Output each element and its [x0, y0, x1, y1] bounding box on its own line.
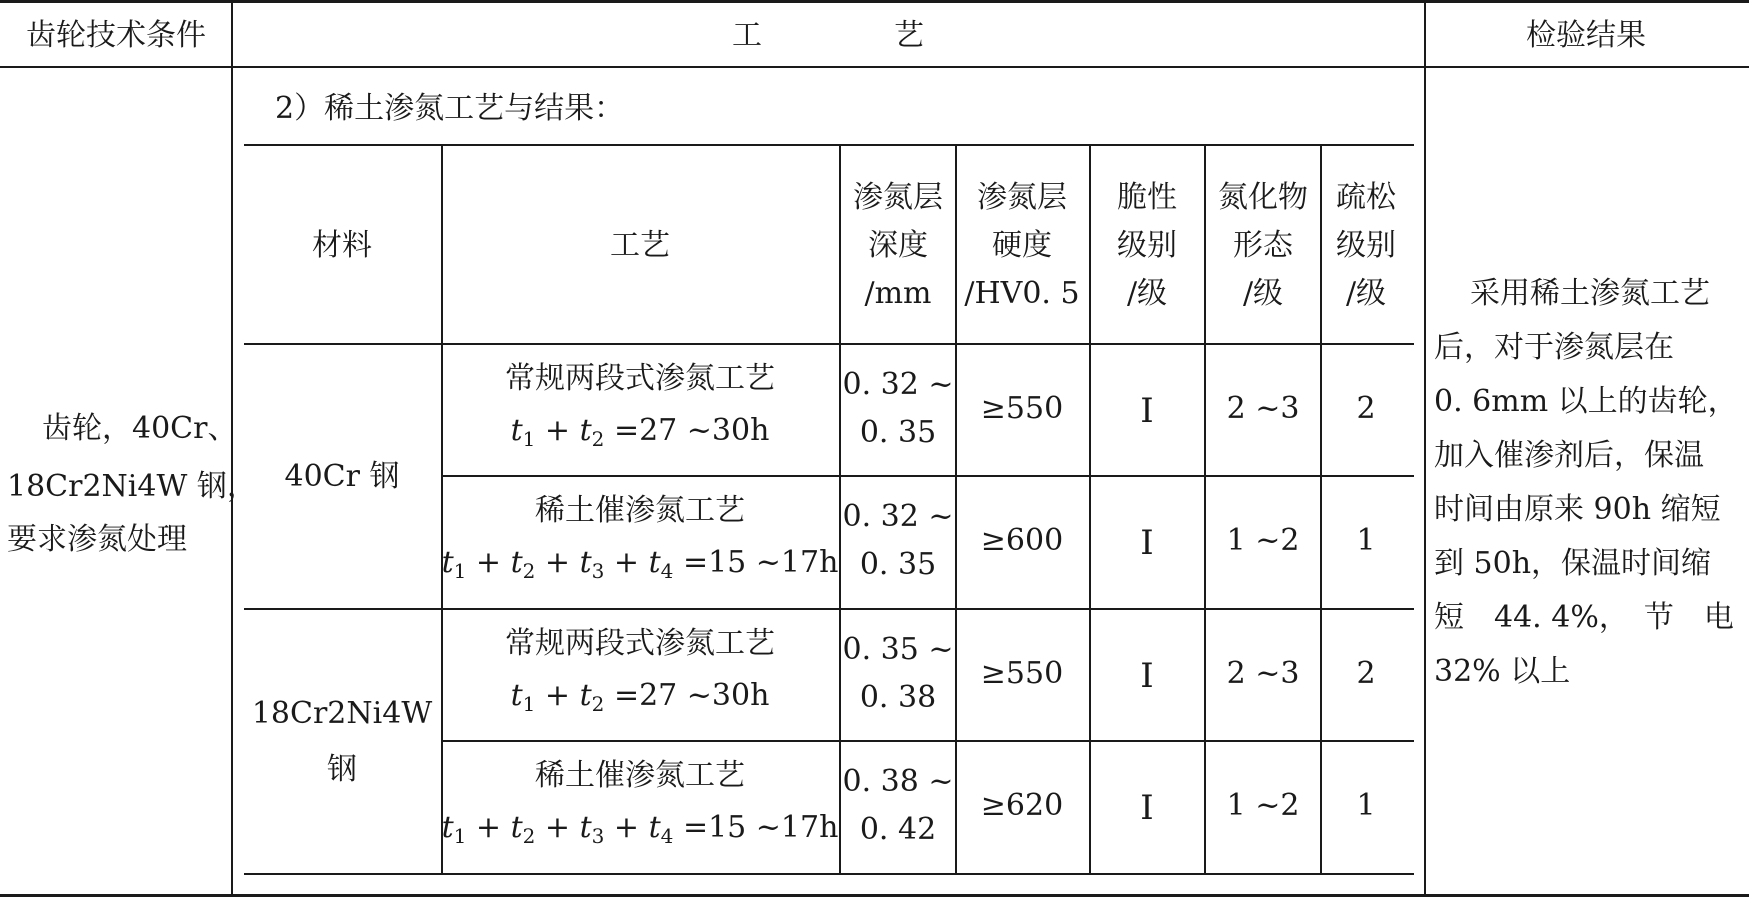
row1-process: 常规两段式渗氮工艺 $t_1 + t_2 =27$ ~30h [505, 353, 775, 465]
inner-vline-3 [955, 144, 957, 875]
result-line-3: 0. 6mm 以上的齿轮， [1434, 384, 1738, 419]
row1-formula: $t_1 + t_2 =27$ ~30h [510, 413, 770, 451]
inner-row1-line [442, 475, 1414, 477]
row4-nitride: 1 ~2 [1226, 788, 1300, 823]
inner-header-depth: 渗氮层 深度 /mm [853, 180, 943, 311]
inner-vline-2 [839, 144, 841, 875]
row4-hardness: ≥620 [980, 788, 1064, 823]
row4-brittleness: I [1140, 788, 1154, 828]
section-title: 2）稀土渗氮工艺与结果： [275, 91, 625, 126]
top-border [0, 0, 1749, 3]
col-divider-1 [231, 0, 233, 897]
row3-depth: 0. 35 ~ 0. 38 [842, 632, 954, 715]
row1-hardness: ≥550 [980, 391, 1064, 426]
inner-header-material: 材料 [312, 228, 372, 263]
row3-process: 常规两段式渗氮工艺 $t_1 + t_2 =27$ ~30h [505, 618, 775, 730]
material-40cr: 40Cr 钢 [284, 459, 400, 494]
inner-row3-line [442, 740, 1414, 742]
col-divider-2 [1424, 0, 1426, 897]
row1-porosity: 2 [1356, 391, 1376, 426]
row3-porosity: 2 [1356, 656, 1376, 691]
row4-formula: $t_1 + t_2 + t_3 + t_4 =15$ ~17h [441, 810, 839, 848]
inner-header-brittleness: 脆性 级别 /级 [1117, 180, 1177, 311]
row2-formula: $t_1 + t_2 + t_3 + t_4 =15$ ~17h [441, 545, 839, 583]
row4-porosity: 1 [1356, 788, 1376, 823]
inner-header-line [244, 343, 1414, 345]
result-line-1: 采用稀土渗氮工艺 [1470, 276, 1710, 311]
row4-process: 稀土催渗氮工艺 $t_1 + t_2 + t_3 + t_4 =15$ ~17h [442, 750, 839, 862]
result-line-7: 短 44. 4%， 节 电 [1434, 600, 1734, 635]
header-process-a: 工 [732, 18, 762, 53]
inner-bottom-line [244, 873, 1414, 875]
inner-top-line [244, 144, 1414, 146]
material-18cr2ni4w: 18Cr2Ni4W 钢 [251, 696, 433, 787]
header-divider [0, 66, 1749, 68]
row2-nitride: 1 ~2 [1226, 523, 1300, 558]
row3-formula: $t_1 + t_2 =27$ ~30h [510, 678, 770, 716]
row2-porosity: 1 [1356, 523, 1376, 558]
row2-process: 稀土催渗氮工艺 $t_1 + t_2 + t_3 + t_4 =15$ ~17h [442, 485, 839, 597]
result-line-6: 到 50h，保温时间缩 [1434, 546, 1712, 581]
row2-depth: 0. 32 ~ 0. 35 [842, 499, 954, 582]
inner-header-nitride: 氮化物 形态 /级 [1218, 180, 1308, 311]
row3-nitride: 2 ~3 [1226, 656, 1300, 691]
header-gear-spec: 齿轮技术条件 [26, 18, 206, 53]
result-line-5: 时间由原来 90h 缩短 [1434, 492, 1721, 527]
header-result: 检验结果 [1526, 18, 1646, 53]
inner-vline-4 [1089, 144, 1091, 875]
inner-header-hardness: 渗氮层 硬度 /HV0. 5 [964, 180, 1080, 311]
gear-spec-line2: 18Cr2Ni4W 钢， [7, 469, 257, 504]
result-line-4: 加入催渗剂后，保温 [1434, 438, 1704, 473]
row2-hardness: ≥600 [980, 523, 1064, 558]
result-line-2: 后，对于渗氮层在 [1434, 330, 1674, 365]
row3-brittleness: I [1140, 656, 1154, 696]
gear-spec-line1: 齿轮，40Cr、 [42, 411, 238, 446]
gear-spec-line3: 要求渗氮处理 [7, 522, 187, 557]
inner-vline-5 [1204, 144, 1206, 875]
header-process-b: 艺 [894, 18, 924, 53]
inner-header-porosity: 疏松 级别 /级 [1336, 180, 1396, 311]
result-line-8: 32% 以上 [1434, 654, 1571, 689]
row3-hardness: ≥550 [980, 656, 1064, 691]
row1-nitride: 2 ~3 [1226, 391, 1300, 426]
row1-depth: 0. 32 ~ 0. 35 [842, 367, 954, 450]
bottom-border [0, 894, 1749, 897]
inner-vline-6 [1320, 144, 1322, 875]
row1-brittleness: I [1140, 391, 1154, 431]
row4-depth: 0. 38 ~ 0. 42 [842, 764, 954, 847]
inner-header-process: 工艺 [610, 228, 670, 263]
inner-group-line [244, 608, 1414, 610]
row2-brittleness: I [1140, 523, 1154, 563]
